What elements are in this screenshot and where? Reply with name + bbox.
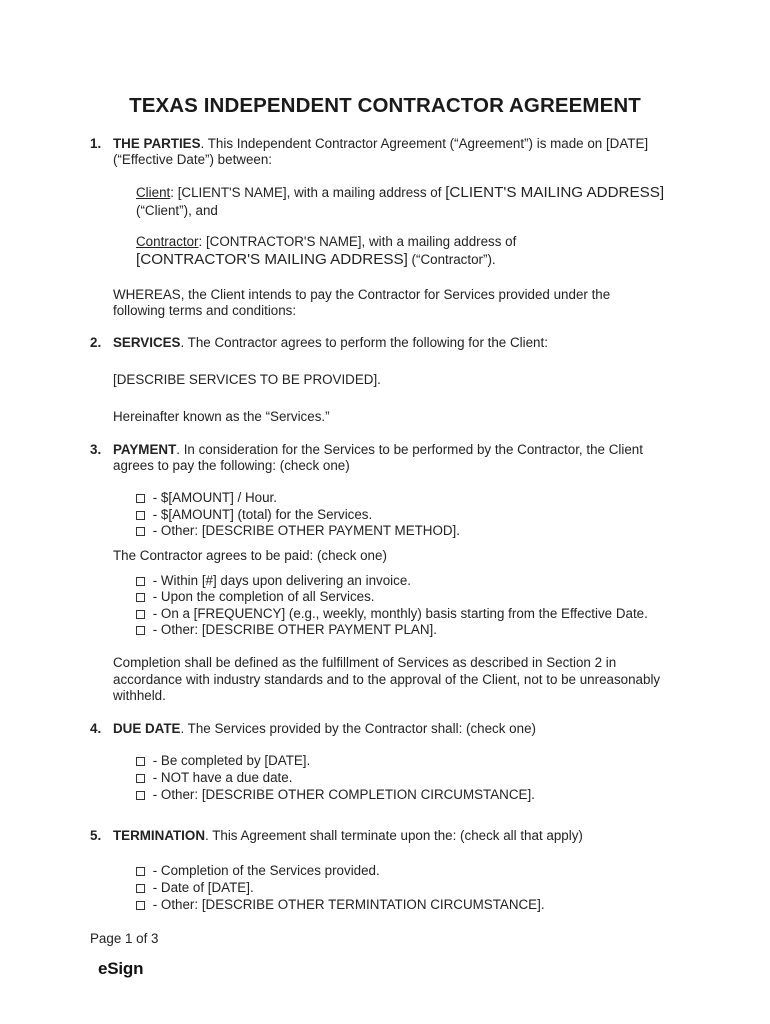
section-text: . This Agreement shall terminate upon the: (check all that apply)	[205, 828, 583, 843]
contractor-address-line	[136, 252, 496, 269]
due-date-option[interactable]	[136, 787, 535, 804]
termination-option[interactable]	[136, 863, 380, 880]
option-label: - Within [#] days upon delivering an invoice.	[149, 573, 412, 588]
section-heading: PAYMENT	[113, 442, 177, 457]
section-number: 1.	[90, 136, 102, 151]
option-label: - On a [FREQUENCY] (e.g., weekly, monthly) basis starting from the Effective Date.	[149, 606, 648, 621]
section-1-line-1	[113, 136, 648, 153]
section-text: . The Contractor agrees to perform the following for the Client:	[180, 335, 548, 350]
section-2-line	[113, 335, 548, 352]
checkbox-icon[interactable]	[136, 511, 145, 520]
option-label: - $[AMOUNT] (total) for the Services.	[149, 507, 373, 522]
paid-intro: The Contractor agrees to be paid: (check one)	[113, 548, 387, 563]
option-label: - Other: [DESCRIBE OTHER PAYMENT PLAN].	[149, 622, 437, 637]
option-label: - Completion of the Services provided.	[149, 863, 380, 878]
client-line	[136, 185, 664, 202]
section-heading: THE PARTIES	[113, 136, 201, 151]
esign-logo: eSign	[98, 959, 144, 978]
paid-option[interactable]	[136, 589, 375, 606]
checkbox-icon[interactable]	[136, 901, 145, 910]
contractor-address: [CONTRACTOR'S MAILING ADDRESS]	[136, 251, 408, 268]
section-text: . This Independent Contractor Agreement (“Agreement”) is made on [DATE]	[200, 136, 649, 151]
termination-option[interactable]	[136, 897, 545, 914]
option-label: - Date of [DATE].	[149, 880, 254, 895]
section-number: 5.	[90, 828, 102, 843]
option-label: - Other: [DESCRIBE OTHER COMPLETION CIRCUMSTANCE].	[149, 787, 535, 802]
payment-option[interactable]	[136, 490, 277, 507]
option-label: - Be completed by [DATE].	[149, 753, 311, 768]
section-5-line	[113, 828, 583, 845]
checkbox-icon[interactable]	[136, 626, 145, 635]
checkbox-icon[interactable]	[136, 494, 145, 503]
services-hereinafter: Hereinafter known as the “Services.”	[113, 409, 330, 424]
client-text: : [CLIENT'S NAME], with a mailing address of	[170, 185, 446, 200]
checkbox-icon[interactable]	[136, 884, 145, 893]
section-heading: TERMINATION	[113, 828, 205, 843]
whereas-line-2: following terms and conditions:	[113, 303, 297, 318]
section-3-line-2: agrees to pay the following: (check one)	[113, 458, 350, 473]
page-title: TEXAS INDEPENDENT CONTRACTOR AGREEMENT	[129, 94, 641, 117]
option-label: - Upon the completion of all Services.	[149, 589, 375, 604]
due-date-option[interactable]	[136, 770, 292, 787]
whereas-line-1: WHEREAS, the Client intends to pay the Contractor for Services provided under the	[113, 287, 611, 302]
services-placeholder: [DESCRIBE SERVICES TO BE PROVIDED].	[113, 372, 381, 387]
section-heading: DUE DATE	[113, 721, 181, 736]
section-number: 4.	[90, 721, 102, 736]
option-label: - Other: [DESCRIBE OTHER PAYMENT METHOD].	[149, 523, 460, 538]
checkbox-icon[interactable]	[136, 527, 145, 536]
section-4-line	[113, 721, 536, 738]
contractor-text: : [CONTRACTOR'S NAME], with a mailing address of	[198, 234, 517, 249]
client-end: (“Client”), and	[136, 203, 218, 218]
section-number: 3.	[90, 442, 102, 457]
contractor-end: (“Contractor”).	[407, 252, 496, 267]
checkbox-icon[interactable]	[136, 757, 145, 766]
option-label: - NOT have a due date.	[149, 770, 293, 785]
checkbox-icon[interactable]	[136, 610, 145, 619]
section-number: 2.	[90, 335, 102, 350]
option-label: - $[AMOUNT] / Hour.	[149, 490, 277, 505]
section-heading: SERVICES	[113, 335, 181, 350]
completion-line-2: accordance with industry standards and to the approval of the Client, not to be unreasonably	[113, 672, 661, 687]
section-text: . The Services provided by the Contractor shall: (check one)	[180, 721, 536, 736]
paid-option[interactable]	[136, 573, 411, 590]
checkbox-icon[interactable]	[136, 577, 145, 586]
section-text: . In consideration for the Services to be performed by the Contractor, the Client	[176, 442, 643, 457]
payment-option[interactable]	[136, 507, 372, 524]
termination-option[interactable]	[136, 880, 254, 897]
client-label: Client	[136, 185, 171, 200]
checkbox-icon[interactable]	[136, 791, 145, 800]
checkbox-icon[interactable]	[136, 593, 145, 602]
client-address: [CLIENT'S MAILING ADDRESS]	[445, 184, 665, 201]
due-date-option[interactable]	[136, 753, 310, 770]
contractor-line	[136, 234, 516, 251]
checkbox-icon[interactable]	[136, 867, 145, 876]
payment-option[interactable]	[136, 523, 460, 540]
paid-option[interactable]	[136, 606, 648, 623]
option-label: - Other: [DESCRIBE OTHER TERMINTATION CIRCUMSTANCE].	[149, 897, 545, 912]
completion-line-3: withheld.	[113, 688, 166, 703]
section-1-line-2: (“Effective Date”) between:	[113, 152, 273, 167]
checkbox-icon[interactable]	[136, 774, 145, 783]
paid-option[interactable]	[136, 622, 437, 639]
section-3-line-1	[113, 442, 643, 459]
completion-line-1: Completion shall be defined as the fulfillment of Services as described in Section 2 in	[113, 655, 617, 670]
page-number: Page 1 of 3	[90, 931, 159, 946]
contractor-label: Contractor	[136, 234, 199, 249]
